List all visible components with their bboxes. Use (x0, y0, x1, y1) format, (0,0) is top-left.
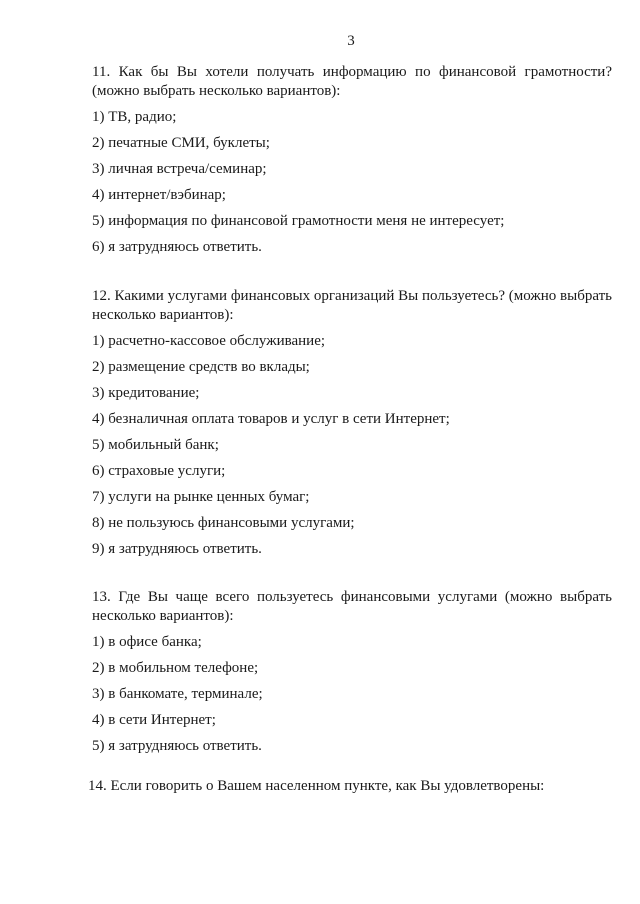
answer-option: 1) ТВ, радио; (92, 109, 177, 125)
answer-option: 5) мобильный банк; (92, 437, 219, 453)
answer-option: 6) страховые услуги; (92, 463, 226, 479)
question-12 (92, 287, 612, 559)
answer-option: 3) в банкомате, терминале; (92, 686, 263, 702)
question-11 (92, 63, 612, 257)
answer-option: 4) безналичная оплата товаров и услуг в сети Интернет; (92, 411, 450, 427)
answer-option: 8) не пользуюсь финансовыми услугами; (92, 515, 355, 531)
answer-option: 3) личная встреча/семинар; (92, 161, 267, 177)
page-number: 3 (347, 33, 355, 49)
question-text: 12. Какими услугами финансовых организаций Вы пользуетесь? (можно выбрать несколько вариантов): (92, 288, 612, 323)
question-14 (88, 777, 608, 796)
answer-option: 6) я затрудняюсь ответить. (92, 239, 262, 255)
answer-option: 2) размещение средств во вклады; (92, 359, 310, 375)
question-13 (92, 588, 612, 756)
answer-option: 1) расчетно-кассовое обслуживание; (92, 333, 326, 349)
answer-option: 5) я затрудняюсь ответить. (92, 738, 262, 754)
question-text: 11. Как бы Вы хотели получать информацию по финансовой грамотности? (можно выбрать несколько вариантов): (92, 64, 612, 99)
question-text: 13. Где Вы чаще всего пользуетесь финансовыми услугами (можно выбрать несколько вариантов): (92, 589, 612, 624)
answer-option: 7) услуги на рынке ценных бумаг; (92, 489, 310, 505)
answer-option: 4) в сети Интернет; (92, 712, 216, 728)
answer-option: 2) в мобильном телефоне; (92, 660, 259, 676)
answer-option: 4) интернет/вэбинар; (92, 187, 226, 203)
answer-option: 3) кредитование; (92, 385, 200, 401)
answer-option: 5) информация по финансовой грамотности меня не интересует; (92, 213, 505, 229)
answer-option: 1) в офисе банка; (92, 634, 202, 650)
answer-option: 2) печатные СМИ, буклеты; (92, 135, 270, 151)
answer-option: 9) я затрудняюсь ответить. (92, 541, 262, 557)
question-text: 14. Если говорить о Вашем населенном пункте, как Вы удовлетворены: (88, 778, 545, 794)
